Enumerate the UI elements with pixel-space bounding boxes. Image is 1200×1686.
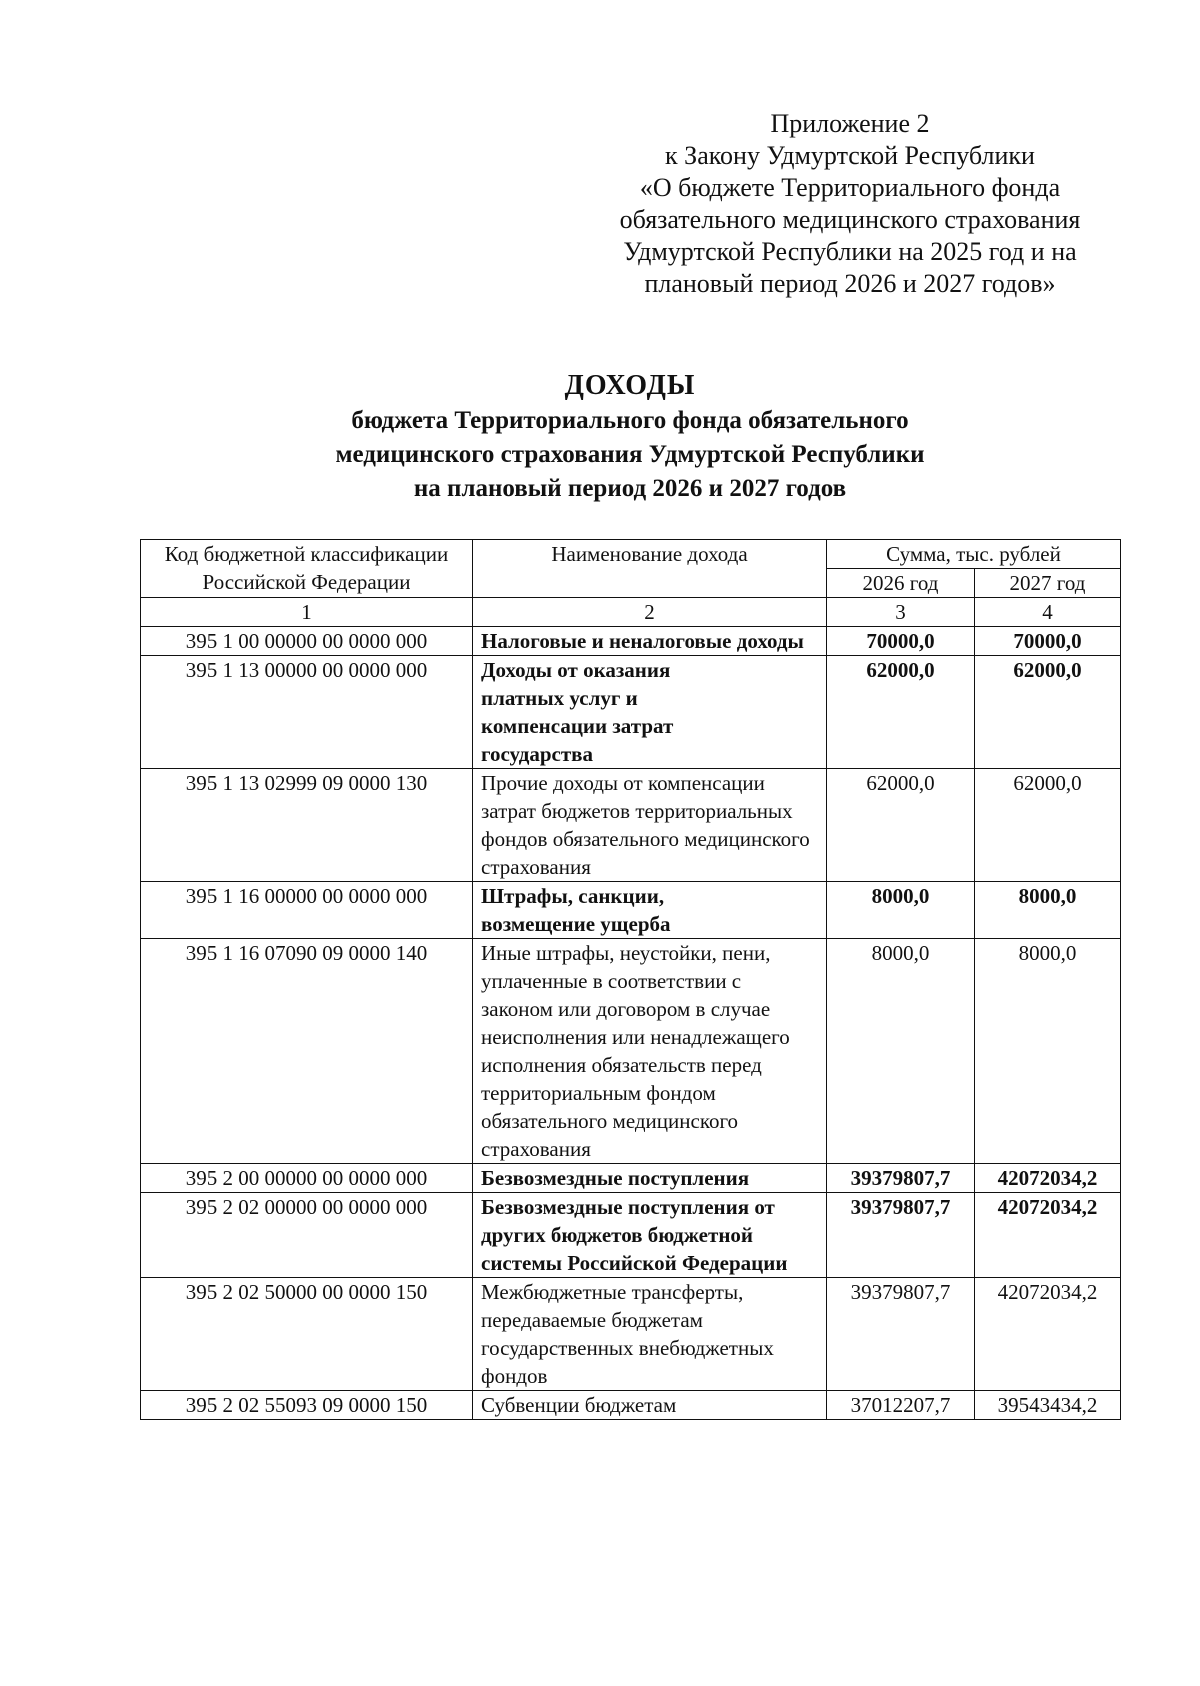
row-value-2027: 70000,0 — [975, 627, 1121, 656]
table-row — [141, 1391, 1121, 1420]
row-code: 395 2 02 50000 00 0000 150 — [141, 1278, 473, 1391]
row-name: Субвенции бюджетам — [473, 1391, 827, 1420]
row-value-2027: 8000,0 — [975, 939, 1121, 1164]
title-main: ДОХОДЫ — [564, 370, 696, 401]
table-row — [141, 1193, 1121, 1278]
row-value-2026: 39379807,7 — [827, 1193, 975, 1278]
appendix-line: к Закону Удмуртской Республики — [665, 141, 1035, 170]
row-code: 395 2 02 00000 00 0000 000 — [141, 1193, 473, 1278]
row-value-2026: 8000,0 — [827, 939, 975, 1164]
row-name: Иные штрафы, неустойки, пени, уплаченные в соответствии с законом или договором в случае неисполнения или ненадлежащего исполнения обязательств перед территориальным фондом обязательного медицинского страхования — [473, 939, 827, 1164]
row-code: 395 2 00 00000 00 0000 000 — [141, 1164, 473, 1193]
title-sub-line: на плановый период 2026 и 2027 годов — [413, 475, 847, 502]
row-code: 395 1 00 00000 00 0000 000 — [141, 627, 473, 656]
row-value-2027: 42072034,2 — [975, 1164, 1121, 1193]
title-sub-line: медицинского страхования Удмуртской Республики — [335, 441, 925, 468]
appendix-line: плановый период 2026 и 2027 годов» — [644, 269, 1056, 298]
title-sub-line: бюджета Территориального фонда обязательного — [351, 407, 909, 434]
row-name: Безвозмездные поступления — [473, 1164, 827, 1193]
appendix-line: Удмуртской Республики на 2025 год и на — [623, 237, 1077, 266]
row-code: 395 1 16 07090 09 0000 140 — [141, 939, 473, 1164]
document-title — [130, 368, 1130, 506]
row-value-2026: 62000,0 — [827, 656, 975, 769]
table-row — [141, 769, 1121, 882]
header-year-2027: 2027 год — [975, 569, 1121, 598]
table-row — [141, 1164, 1121, 1193]
row-value-2027: 8000,0 — [975, 882, 1121, 939]
table-row — [141, 939, 1121, 1164]
table-row — [141, 1278, 1121, 1391]
table-row — [141, 627, 1121, 656]
row-name: Межбюджетные трансферты, передаваемые бюджетам государственных внебюджетных фондов — [473, 1278, 827, 1391]
header-sum: Сумма, тыс. рублей — [827, 540, 1121, 569]
row-value-2027: 62000,0 — [975, 656, 1121, 769]
row-value-2026: 37012207,7 — [827, 1391, 975, 1420]
row-code: 395 1 13 00000 00 0000 000 — [141, 656, 473, 769]
row-value-2027: 39543434,2 — [975, 1391, 1121, 1420]
row-value-2027: 62000,0 — [975, 769, 1121, 882]
column-number: 3 — [827, 598, 975, 627]
row-name: Безвозмездные поступления от других бюджетов бюджетной системы Российской Федерации — [473, 1193, 827, 1278]
row-value-2026: 62000,0 — [827, 769, 975, 882]
column-number: 2 — [473, 598, 827, 627]
column-number: 1 — [141, 598, 473, 627]
row-value-2026: 70000,0 — [827, 627, 975, 656]
header-name: Наименование дохода — [473, 540, 827, 598]
row-code: 395 2 02 55093 09 0000 150 — [141, 1391, 473, 1420]
column-number: 4 — [975, 598, 1121, 627]
appendix-line: Приложение 2 — [770, 109, 930, 138]
row-value-2026: 39379807,7 — [827, 1164, 975, 1193]
appendix-line: обязательного медицинского страхования — [619, 205, 1081, 234]
row-code: 395 1 13 02999 09 0000 130 — [141, 769, 473, 882]
income-table — [140, 539, 1121, 1420]
row-value-2027: 42072034,2 — [975, 1278, 1121, 1391]
table-row — [141, 656, 1121, 769]
row-code: 395 1 16 00000 00 0000 000 — [141, 882, 473, 939]
row-name: Штрафы, санкции, возмещение ущерба — [473, 882, 827, 939]
row-value-2026: 39379807,7 — [827, 1278, 975, 1391]
row-name: Прочие доходы от компенсации затрат бюджетов территориальных фондов обязательного медицинского страхования — [473, 769, 827, 882]
row-value-2027: 42072034,2 — [975, 1193, 1121, 1278]
appendix-line: «О бюджете Территориального фонда — [639, 173, 1061, 202]
row-value-2026: 8000,0 — [827, 882, 975, 939]
row-name: Доходы от оказания платных услуг и компенсации затрат государства — [473, 656, 827, 769]
row-name: Налоговые и неналоговые доходы — [473, 627, 827, 656]
table-row — [141, 882, 1121, 939]
header-code: Код бюджетной классификации Российской Федерации — [141, 540, 473, 598]
header-year-2026: 2026 год — [827, 569, 975, 598]
appendix-header — [590, 108, 1110, 300]
